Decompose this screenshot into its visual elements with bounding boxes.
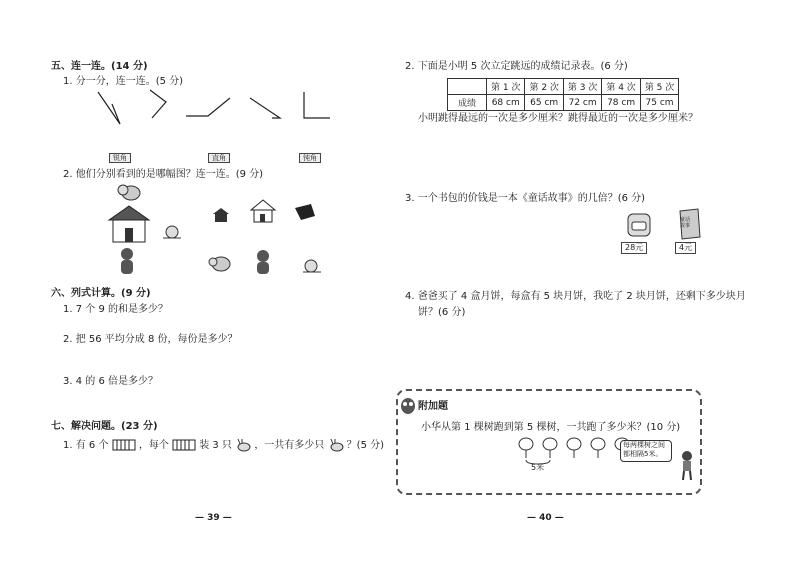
snail-icon xyxy=(163,226,181,238)
section5-title: 五、连一连。(14 分) xyxy=(51,61,148,72)
table-cell: 第 2 次 xyxy=(525,79,563,95)
q1-part-5: ？(5 分) xyxy=(346,440,385,451)
table-cell: 75 cm xyxy=(640,95,678,111)
elephant-view-icon xyxy=(209,257,230,271)
book-title: 童话故事 xyxy=(680,217,691,229)
views-figures xyxy=(105,180,345,280)
table-cell: 第 3 次 xyxy=(563,79,601,95)
sec6-question3: 3. 4 的 6 倍是多少？ xyxy=(63,376,158,387)
sec6-question2: 2. 把 56 平均分成 8 份，每份是多少？ xyxy=(63,334,238,345)
rabbit-icon xyxy=(235,439,251,451)
angle-1 xyxy=(98,92,120,124)
elephant-icon xyxy=(118,185,140,200)
bonus-title: 附加题 xyxy=(418,401,448,412)
cage-icon xyxy=(172,439,196,451)
owl-icon xyxy=(400,396,416,414)
sec5-question2: 2. 他们分别看到的是哪幅图？连一连。(9 分) xyxy=(63,169,264,180)
table-header-row xyxy=(448,79,679,95)
question-4-line1: 4. 爸爸买了 4 盒月饼，每盒有 5 块月饼，我吃了 2 块月饼，还剩下多少块月 xyxy=(405,291,746,302)
monkey-view-icon xyxy=(257,250,269,274)
cage-icon xyxy=(112,439,136,451)
q1-part-1: 1. 有 6 个 xyxy=(63,440,109,451)
speech-line-2: 都相隔5米。 xyxy=(623,450,663,458)
table-cell: 72 cm xyxy=(563,95,601,111)
bag-price-tag: 28元 xyxy=(621,242,647,254)
house-icon xyxy=(109,206,149,242)
question-2-ask: 小明跳得最远的一次是多少厘米？跳得最近的一次是多少厘米？ xyxy=(418,113,698,124)
sec6-question1: 1. 7 个 9 的和是多少？ xyxy=(63,304,168,315)
tree-icon xyxy=(591,438,605,458)
right-angle-label[interactable]: 直角 xyxy=(208,153,230,163)
page-number-right: — 40 — xyxy=(527,513,564,523)
table-cell: 第 5 次 xyxy=(640,79,678,95)
angle-4 xyxy=(250,98,280,118)
distance-label: 5米 xyxy=(531,463,545,472)
table-cell: 78 cm xyxy=(602,95,640,111)
house-front-view-icon xyxy=(251,200,275,222)
roof-top-view-icon xyxy=(295,204,315,220)
section7-title: 七、解决问题。(23 分) xyxy=(51,421,158,432)
bonus-question: 小华从第 1 棵树跑到第 5 棵树，一共跑了多少米？(10 分) xyxy=(421,422,681,433)
table-cell: 65 cm xyxy=(525,95,563,111)
jump-record-table xyxy=(447,78,679,111)
question-2: 2. 下面是小明 5 次立定跳远的成绩记录表。(6 分) xyxy=(405,61,628,72)
tree-icon xyxy=(567,438,581,458)
snail-view-icon xyxy=(303,260,321,272)
obtuse-angle-label[interactable]: 钝角 xyxy=(299,153,321,163)
angle-3 xyxy=(186,98,230,116)
table-row xyxy=(448,95,679,111)
q1-part-4: ，一共有多少只 xyxy=(254,440,325,451)
q1-part-2: ，每个 xyxy=(138,440,169,451)
schoolbag-icon xyxy=(620,210,660,244)
tree-icon xyxy=(543,438,557,458)
book-price-tag: 4元 xyxy=(675,242,696,254)
angle-figures xyxy=(90,88,350,138)
angle-5 xyxy=(304,92,330,118)
table-cell: 成绩 xyxy=(448,95,487,111)
table-cell: 第 1 次 xyxy=(487,79,525,95)
tree-icon xyxy=(519,438,533,458)
angle-2 xyxy=(150,90,166,118)
page-number-left: — 39 — xyxy=(195,513,232,523)
question-4-line2: 饼？(6 分) xyxy=(418,307,466,318)
rabbit-icon xyxy=(328,439,344,451)
monkey-icon xyxy=(121,248,133,274)
acute-angle-label[interactable]: 锐角 xyxy=(109,153,131,163)
question-3: 3. 一个书包的价钱是一本《童话故事》的几倍？(6 分) xyxy=(405,193,646,204)
sec7-question1 xyxy=(63,439,384,452)
boy-icon xyxy=(678,450,696,482)
house-side-view-icon xyxy=(213,208,229,222)
table-cell xyxy=(448,79,487,95)
q1-part-3: 装 3 只 xyxy=(199,440,232,451)
table-cell: 68 cm xyxy=(487,95,525,111)
section6-title: 六、列式计算。(9 分) xyxy=(51,288,151,299)
speech-line-1: 每两棵树之间 xyxy=(623,441,665,449)
sec5-question1: 1. 分一分，连一连。(5 分) xyxy=(63,76,184,87)
table-cell: 第 4 次 xyxy=(602,79,640,95)
